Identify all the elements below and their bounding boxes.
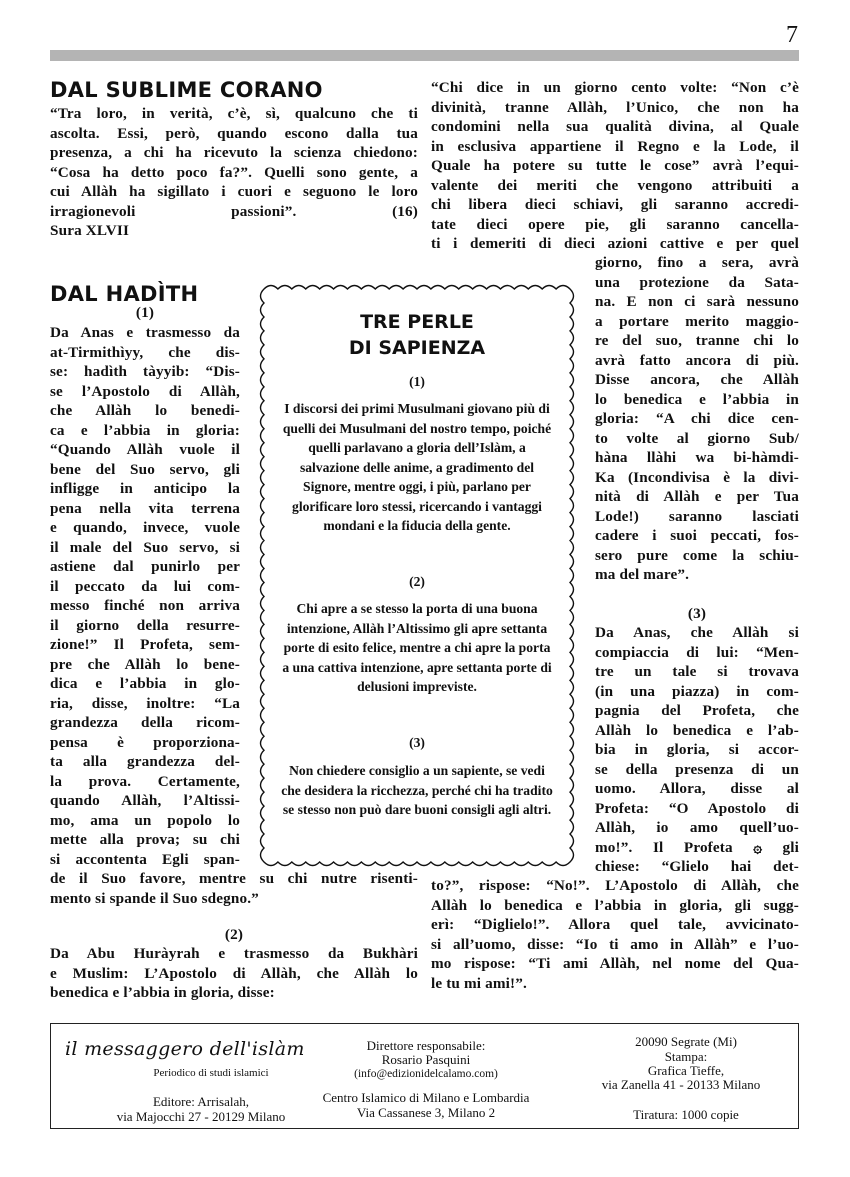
text-line: Lode!) saranno lasciati bbox=[595, 507, 799, 525]
text-line: quando Allàh, l’Altissi- bbox=[50, 792, 240, 809]
box-title-line-2: DI SAPIENZA bbox=[348, 337, 486, 359]
box-number-3: (3) bbox=[409, 735, 425, 750]
text-line: mo, ama un popolo lo bbox=[50, 811, 240, 829]
text-line: bene del Suo servo, gli bbox=[50, 460, 240, 478]
text-line: Da Anas, che Allàh si bbox=[595, 624, 799, 641]
text-line: messo finché non arriva bbox=[50, 597, 240, 614]
text-line: il giorno della resurre- bbox=[50, 616, 240, 634]
right-text-bottom bbox=[431, 876, 799, 993]
tiratura: Tiratura: 1000 copie bbox=[633, 1107, 739, 1122]
text-line: infligge in anticipo la bbox=[50, 480, 240, 497]
text-line: Ka (Incondivisa è la divi- bbox=[595, 468, 799, 486]
text-line: dica e l’abbia in glo- bbox=[50, 675, 240, 692]
stampa-line-2: via Zanella 41 - 20133 Milano bbox=[601, 1077, 761, 1092]
corano-text bbox=[50, 104, 418, 241]
text-line: “Quando Allàh vuole il bbox=[50, 441, 240, 458]
text-line: hàna llàhi wa bi-hàmdi- bbox=[595, 449, 799, 466]
text-line: chiese: “Glielo hai det- bbox=[595, 858, 799, 875]
hadith-1-text bbox=[50, 323, 240, 869]
right-text-narrow bbox=[595, 253, 799, 585]
text-line: divinità, tranne Allàh, l’Unico, che non ha bbox=[431, 98, 799, 116]
text-line: pagnia del Profeta, che bbox=[595, 702, 799, 719]
text-line: de il Suo favore, mentre su chi nutre risenti- bbox=[50, 870, 418, 887]
masthead-title: il messaggero dell'islàm bbox=[65, 1038, 305, 1060]
text-line: si accontenta Egli span- bbox=[50, 850, 240, 868]
heading-corano: DAL SUBLIME CORANO bbox=[50, 78, 323, 102]
box-text-1: I discorsi dei primi Musulmani giovano più di quelli dei Musulmani del nostro tempo, poiché quelli parlavano a gloria dell’Islàm, a salvazione delle anime, a gradimento del Signore, mentre oggi, i più, parlano per glorificare loro stessi, ricercando i vantaggi mondani e la fiducia della gente. bbox=[282, 401, 552, 533]
text-line: ma del mare”. bbox=[595, 566, 690, 583]
box-title bbox=[258, 309, 576, 361]
text-line: Allàh lo benedica e l’ab- bbox=[595, 721, 799, 739]
text-line: na. E non ci sarà nessuno bbox=[595, 293, 799, 310]
text-line: ta alla grandezza del- bbox=[50, 753, 240, 770]
text-line: la prova. Certamente, bbox=[50, 772, 240, 790]
text-line: chi libera dieci schiavi, gli saranno accredi- bbox=[431, 196, 799, 213]
text-line: pre che Allàh lo bene- bbox=[50, 655, 240, 673]
text-line: bia in gloria, si accor- bbox=[595, 741, 799, 758]
box-text-3: Non chiedere consiglio a un sapiente, se vedi che desidera la ricchezza, perché chi ha tradito se stesso non può dare buoni consigli agli altri. bbox=[281, 763, 553, 817]
text-line: Allàh, io amo quell’uo- bbox=[595, 819, 799, 836]
text-line: il peccato da lui com- bbox=[50, 577, 240, 595]
text-line: sero pure come la schiu- bbox=[595, 546, 799, 564]
direttore-line-1: Direttore responsabile: bbox=[366, 1038, 486, 1053]
masthead-subtitle: Periodico di studi islamici bbox=[153, 1067, 269, 1079]
centro-line-2: Via Cassanese 3, Milano 2 bbox=[356, 1105, 496, 1120]
right-number-3: (3) bbox=[687, 605, 707, 622]
text-line: Sura XLVII bbox=[50, 222, 130, 239]
text-line: condomini nella sua qualità divina, al Quale bbox=[431, 118, 799, 135]
text-line: e Muslim: L’Apostolo di Allàh, che Allàh lo bbox=[50, 964, 418, 982]
right-text-top bbox=[431, 78, 799, 254]
box-text-2: Chi apre a se stesso la porta di una buona intenzione, Allàh l’Altissimo gli apre settanta porte di esito felice, mentre a chi apre la porta a una cattiva intenzione, apre settanta porte di delusioni impreviste. bbox=[282, 601, 552, 694]
text-line: “Chi dice in un giorno cento volte: “Non c’è bbox=[431, 79, 799, 96]
text-line: erì: “Diglielo!”. Allora quel tale, avvicinato- bbox=[431, 916, 799, 933]
text-line: ria, disse, inoltre: “La bbox=[50, 694, 240, 712]
masthead-footer bbox=[50, 1023, 799, 1129]
text-line: che Allàh lo benedi- bbox=[50, 402, 240, 419]
text-line: to?”, rispose: “No!”. L’Apostolo di Allàh, che bbox=[431, 877, 799, 894]
text-line: mette alla prova; su chi bbox=[50, 831, 240, 848]
text-line: avrà fatto ancora di più. bbox=[595, 351, 799, 369]
text-line: tre un tale si trovava bbox=[595, 663, 799, 680]
text-line: e quando, invece, vuole bbox=[50, 519, 240, 536]
text-line: “Cosa ha detto poco fa?”. Quelli sono gente, a bbox=[50, 163, 418, 181]
box-number-2: (2) bbox=[409, 574, 425, 589]
text-line: ti i demeriti di dieci azioni cattive e per quel bbox=[431, 235, 799, 252]
text-line: Quale ha potere su tutte le cose” avrà l’equi- bbox=[431, 157, 799, 174]
text-line: mo rispose: “Ti ami Allàh, nel nome del Qua- bbox=[431, 955, 799, 972]
text-line: lo benedica e l’abbia in bbox=[595, 390, 799, 408]
text-line: se: hadìth tàyyib: “Dis- bbox=[50, 363, 240, 380]
right-text-narrow-2 bbox=[595, 623, 799, 877]
stampa-label: Stampa: bbox=[664, 1049, 708, 1064]
text-line: giorno, fino a sera, avrà bbox=[595, 254, 799, 271]
text-line: ascolta. Essi, però, quando escono dalla tua bbox=[50, 124, 418, 142]
text-line: presenza, a chi ha ricevuto la scienza chiedono: bbox=[50, 144, 418, 161]
box-number-1: (1) bbox=[409, 374, 425, 389]
text-line: una protezione da Sata- bbox=[595, 273, 799, 291]
heading-hadith: DAL HADÌTH bbox=[50, 282, 199, 306]
text-line: nità di Allàh e per Tua bbox=[595, 488, 799, 505]
text-line: se della presenza di un bbox=[595, 760, 799, 778]
text-line: re del suo, tranne chi lo bbox=[595, 332, 799, 349]
text-line: uomo. Allora, disse al bbox=[595, 780, 799, 797]
text-line: at-Tirmithìyy, che dis- bbox=[50, 343, 240, 361]
editore-line-2: via Majocchi 27 - 20129 Milano bbox=[116, 1109, 286, 1124]
stampa-line-1: Grafica Tieffe, bbox=[647, 1063, 725, 1078]
text-line: gloria: “A chi dice cen- bbox=[595, 410, 799, 427]
direttore-line-2: Rosario Pasquini bbox=[381, 1052, 471, 1067]
text-line: il male del Suo servo, si bbox=[50, 538, 240, 556]
text-line: tate dieci opere pie, gli saranno cancella- bbox=[431, 215, 799, 233]
hadith-number-1: (1) bbox=[135, 304, 155, 321]
segrate-line: 20090 Segrate (Mi) bbox=[635, 1034, 737, 1049]
hadith-2-text bbox=[50, 944, 418, 1003]
text-line: cadere i suoi peccati, fos- bbox=[595, 527, 799, 544]
text-line: in esclusiva appartiene il Regno e la Lode, il bbox=[431, 137, 799, 155]
text-line: Disse ancora, che Allàh bbox=[595, 371, 799, 388]
text-line: astiene dal punirlo per bbox=[50, 558, 240, 575]
text-line: Da Anas e trasmesso da bbox=[50, 324, 240, 341]
hadith-1-text-wide bbox=[50, 869, 418, 908]
centro-line-1: Centro Islamico di Milano e Lombardia bbox=[322, 1090, 530, 1105]
text-line: grandezza della ricom- bbox=[50, 714, 240, 731]
text-line: (in una piazza) in com- bbox=[595, 682, 799, 700]
text-line: valente dei meriti che vengono attribuiti a bbox=[431, 176, 799, 194]
text-line: se l’Apostolo di Allàh, bbox=[50, 382, 240, 400]
text-line: Allàh lo benedica e l’abbia in gloria, gli sugg- bbox=[431, 896, 799, 914]
text-line: “Tra loro, in verità, c’è, sì, qualcuno che ti bbox=[50, 105, 418, 122]
top-rule bbox=[50, 50, 799, 61]
text-line: benedica e l’abbia in gloria, disse: bbox=[50, 984, 275, 1001]
text-line: Da Abu Huràyrah e trasmesso da Bukhàri bbox=[50, 945, 418, 962]
text-line: irragionevoli passioni”. (16) bbox=[50, 202, 418, 220]
text-line: le tu mi ami!”. bbox=[431, 974, 527, 992]
text-line: ca e l’abbia in gloria: bbox=[50, 421, 240, 439]
editore-line-1: Editore: Arrisalah, bbox=[152, 1094, 250, 1109]
box-title-line-1: TRE PERLE bbox=[360, 311, 474, 333]
text-line: cui Allàh ha sigillato i cuori e seguono le loro bbox=[50, 183, 418, 200]
hadith-number-2: (2) bbox=[224, 926, 244, 943]
direttore-email: (info@edizionidelcalamo.com) bbox=[354, 1068, 498, 1080]
text-line: pena nella vita terrena bbox=[50, 499, 240, 517]
text-line: mo!”. Il Profeta ۞ gli bbox=[595, 838, 799, 856]
text-line: pensa è proporziona- bbox=[50, 733, 240, 751]
text-line: to volte al giorno Sub/ bbox=[595, 429, 799, 447]
tre-perle-box bbox=[258, 283, 576, 868]
text-line: si all’uomo, disse: “Io ti amo in Allàh” e l’uo- bbox=[431, 935, 799, 953]
text-line: a portare merito maggio- bbox=[595, 312, 799, 330]
page-number: 7 bbox=[786, 22, 798, 48]
text-line: zione!” Il Profeta, sem- bbox=[50, 636, 240, 653]
text-line: mento si spande il Suo sdegno.” bbox=[50, 889, 259, 907]
text-line: Profeta: “O Apostolo di bbox=[595, 799, 799, 817]
text-line: compiaccia di lui: “Men- bbox=[595, 643, 799, 661]
